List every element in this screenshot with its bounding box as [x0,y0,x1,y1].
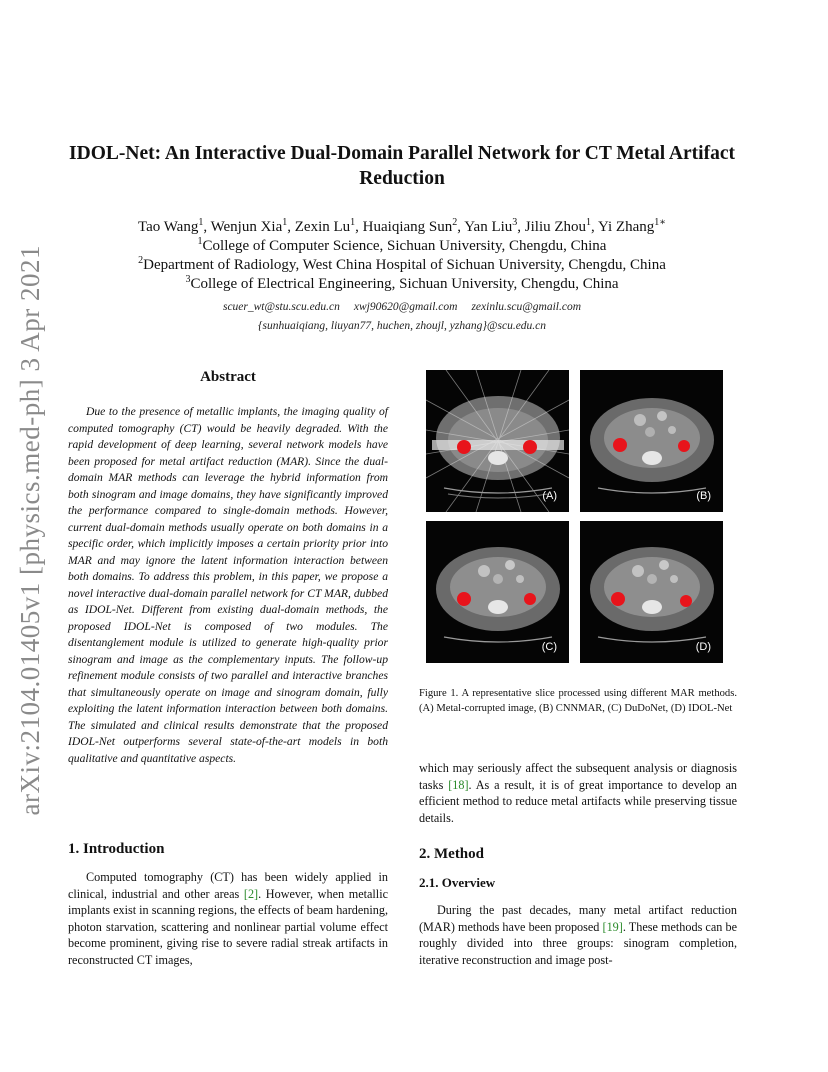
author-block [60,218,744,294]
abstract-text: Due to the presence of metallic implants, the imaging quality of computed tomography (CT) would be heavily degraded. With the rapid development of deep learning, several network models have been proposed for metal artifact reduction (MAR). Since the dual-domain MAR methods can leverage the hybrid information from both sinogram and image domains, they have significantly improved the performance compared to single-domain methods. However, current dual-domain methods usually operate on both domains in a specific order, which implicitly imposes a certain priority prior into MAR and may ignore the latent information interaction between both domains. To address this problem, in this paper, we propose a novel interactive dual-domain parallel network for CT MAR, dubbed as IDOL-Net. Different from existing dual-domain methods, the proposed IDOL-Net is composed of two modules. The disentanglement module is utilized to generate high-quality prior sinogram and image as the complementary inputs. The follow-up refinement module consists of two parallel and interactive branches that simultaneously operate on image and sinogram domain, fully exploiting the latent information interaction between both domains. The simulated and clinical results demonstrate that the proposed IDOL-Net outperforms several state-of-the-art models in both qualitative and quantitative aspects. [68,405,388,765]
abstract-heading: Abstract [200,369,256,385]
paper-title: IDOL-Net: An Interactive Dual-Domain Parallel Network for CT Metal Artifact Reduction [69,143,735,189]
affiliation-1: $^1$College of Computer Science, Sichuan University, Chengdu, China [197,236,607,254]
ct-panel-d [580,521,723,663]
citation-link[interactable]: [2] [243,886,259,901]
affiliation-3: $^3$College of Electrical Engineering, Sichuan University, Chengdu, China [185,274,619,292]
panel-label-b: (B) [696,490,711,502]
affiliation-2: $^2$Department of Radiology, West China Hospital of Sichuan University, Chengdu, China [138,255,666,273]
author-list: Tao Wang$^1$, Wenjun Xia$^1$, Zexin Lu$^1$, Huaiqiang Sun$^2$, Yan Liu$^3$, Jiliu Zhou$^1$, Yi Zhang$^{1∗}$ [137,217,667,235]
method-heading: 2. Method [419,846,484,862]
ct-panel-b [580,370,723,512]
panel-label-c: (C) [541,641,557,653]
email-group[interactable]: {sunhuaiqiang, liuyan77, huchen, zhoujl, yzhang}@scu.edu.cn [257,320,547,332]
arxiv-identifier: arXiv:2104.01405v1 [physics.med-ph] 3 Apr 2021 [14,244,45,816]
email-3[interactable]: zexinlu.scu@gmail.com [471,301,582,313]
panel-label-d: (D) [695,641,711,653]
email-1[interactable]: scuer_wt@stu.scu.edu.cn [222,301,340,313]
overview-heading: 2.1. Overview [419,875,496,890]
overview-text: During the past decades, many metal artifact reduction (MAR) methods have been proposed [19]. These methods can be roughly divided into three groups: sinogram completion, iterative reconstruction and image post- [419,903,737,967]
figure-1 [426,370,723,666]
introduction-heading: 1. Introduction [68,841,165,857]
figure-caption: Figure 1. A representative slice processed using different MAR methods. (A) Metal-corrupted image, (B) CNNMAR, (C) DuDoNet, (D) IDOL-Net [419,688,737,714]
ct-panel-c [426,521,569,663]
panel-label-a: (A) [542,490,557,502]
citation-link[interactable]: [18] [448,777,469,792]
email-block [60,298,744,336]
email-2[interactable]: xwj90620@gmail.com [353,301,458,313]
citation-link[interactable]: [19] [602,919,623,934]
introduction-text: Computed tomography (CT) has been widely applied in clinical, industrial and other areas [2]. However, when metallic implants exist in scanning regions, the effects of beam hardening, photon starvation, scattering and nonlinear partial volume effect become prominent, giving rise to severe radial streak artifacts in reconstructed CT images, [68,870,388,967]
ct-panel-a [426,370,569,512]
introduction-continued-text: which may seriously affect the subsequent analysis or diagnosis tasks [18]. As a result, it is of great importance to develop an efficient method to reduce metal artifacts while preserving tissue details. [419,761,737,825]
